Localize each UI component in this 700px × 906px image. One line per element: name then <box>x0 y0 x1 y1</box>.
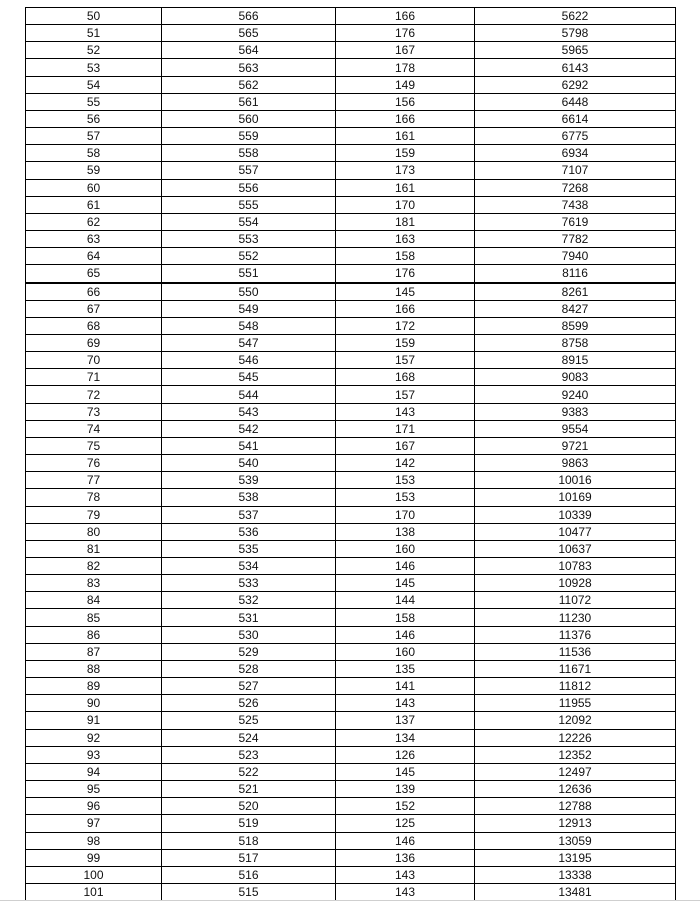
table-row <box>26 110 676 127</box>
score-cell: 549 <box>162 300 336 317</box>
cumulative-cell: 8427 <box>475 300 676 317</box>
cumulative-cell: 12913 <box>475 815 676 832</box>
rank-cell: 52 <box>26 42 162 59</box>
rank-cell: 55 <box>26 93 162 110</box>
cumulative-cell: 10169 <box>475 489 676 506</box>
table-row <box>26 472 676 489</box>
table-row <box>26 798 676 815</box>
rank-cell: 58 <box>26 145 162 162</box>
rank-cell: 96 <box>26 798 162 815</box>
table-row <box>26 386 676 403</box>
count-cell: 178 <box>336 59 475 76</box>
cumulative-cell: 11536 <box>475 643 676 660</box>
score-cell: 557 <box>162 162 336 179</box>
cumulative-cell: 6934 <box>475 145 676 162</box>
table-row <box>26 300 676 317</box>
cumulative-cell: 7438 <box>475 196 676 213</box>
cumulative-cell: 6143 <box>475 59 676 76</box>
count-cell: 143 <box>336 403 475 420</box>
rank-cell: 82 <box>26 558 162 575</box>
table-row <box>26 334 676 351</box>
table-row <box>26 213 676 230</box>
score-cell: 538 <box>162 489 336 506</box>
rank-cell: 95 <box>26 781 162 798</box>
table-row <box>26 317 676 334</box>
cumulative-cell: 7619 <box>475 213 676 230</box>
rank-cell: 86 <box>26 626 162 643</box>
count-cell: 161 <box>336 179 475 196</box>
table-row <box>26 592 676 609</box>
table-row <box>26 781 676 798</box>
table-row <box>26 76 676 93</box>
score-cell: 560 <box>162 110 336 127</box>
rank-cell: 80 <box>26 523 162 540</box>
count-cell: 176 <box>336 265 475 283</box>
count-cell: 170 <box>336 196 475 213</box>
rank-cell: 64 <box>26 248 162 265</box>
table-row <box>26 815 676 832</box>
score-cell: 544 <box>162 386 336 403</box>
count-cell: 141 <box>336 678 475 695</box>
score-cell: 565 <box>162 25 336 42</box>
cumulative-cell: 12226 <box>475 729 676 746</box>
cumulative-cell: 8599 <box>475 317 676 334</box>
score-cell: 552 <box>162 248 336 265</box>
score-cell: 545 <box>162 369 336 386</box>
count-cell: 158 <box>336 609 475 626</box>
cumulative-cell: 7268 <box>475 179 676 196</box>
count-cell: 149 <box>336 76 475 93</box>
table-row <box>26 179 676 196</box>
count-cell: 145 <box>336 575 475 592</box>
table-row <box>26 626 676 643</box>
table-row <box>26 695 676 712</box>
count-cell: 145 <box>336 283 475 301</box>
count-cell: 126 <box>336 746 475 763</box>
score-cell: 543 <box>162 403 336 420</box>
count-cell: 181 <box>336 213 475 230</box>
table-row <box>26 231 676 248</box>
table-row <box>26 352 676 369</box>
score-cell: 556 <box>162 179 336 196</box>
table-row <box>26 283 676 301</box>
table-row <box>26 93 676 110</box>
cumulative-cell: 10637 <box>475 540 676 557</box>
rank-cell: 91 <box>26 712 162 729</box>
table-row <box>26 558 676 575</box>
score-cell: 542 <box>162 420 336 437</box>
score-cell: 526 <box>162 695 336 712</box>
rank-cell: 74 <box>26 420 162 437</box>
table-row <box>26 145 676 162</box>
cumulative-cell: 13195 <box>475 849 676 866</box>
count-cell: 159 <box>336 145 475 162</box>
table-row <box>26 540 676 557</box>
rank-cell: 71 <box>26 369 162 386</box>
cumulative-cell: 13481 <box>475 883 676 900</box>
score-cell: 532 <box>162 592 336 609</box>
count-cell: 145 <box>336 763 475 780</box>
table-row <box>26 712 676 729</box>
count-cell: 160 <box>336 540 475 557</box>
rank-cell: 77 <box>26 472 162 489</box>
rank-cell: 66 <box>26 283 162 301</box>
table-row <box>26 437 676 454</box>
rank-cell: 98 <box>26 832 162 849</box>
rank-cell: 54 <box>26 76 162 93</box>
cumulative-cell: 9240 <box>475 386 676 403</box>
cumulative-cell: 7782 <box>475 231 676 248</box>
rank-cell: 99 <box>26 849 162 866</box>
score-cell: 522 <box>162 763 336 780</box>
cumulative-cell: 7940 <box>475 248 676 265</box>
cumulative-cell: 6775 <box>475 128 676 145</box>
score-cell: 518 <box>162 832 336 849</box>
cumulative-cell: 11671 <box>475 660 676 677</box>
cumulative-cell: 13338 <box>475 866 676 883</box>
score-cell: 528 <box>162 660 336 677</box>
score-cell: 527 <box>162 678 336 695</box>
count-cell: 173 <box>336 162 475 179</box>
count-cell: 143 <box>336 866 475 883</box>
count-cell: 125 <box>336 815 475 832</box>
cumulative-cell: 9383 <box>475 403 676 420</box>
rank-cell: 100 <box>26 866 162 883</box>
table-row <box>26 643 676 660</box>
rank-cell: 69 <box>26 334 162 351</box>
count-cell: 153 <box>336 489 475 506</box>
table-row <box>26 849 676 866</box>
rank-cell: 50 <box>26 8 162 25</box>
score-cell: 535 <box>162 540 336 557</box>
cumulative-cell: 9554 <box>475 420 676 437</box>
rank-cell: 83 <box>26 575 162 592</box>
table-row <box>26 403 676 420</box>
table-row <box>26 506 676 523</box>
rank-cell: 72 <box>26 386 162 403</box>
table-row <box>26 883 676 900</box>
cumulative-cell: 8915 <box>475 352 676 369</box>
table-row <box>26 369 676 386</box>
score-cell: 548 <box>162 317 336 334</box>
cumulative-cell: 9083 <box>475 369 676 386</box>
count-cell: 167 <box>336 42 475 59</box>
score-cell: 525 <box>162 712 336 729</box>
table-row <box>26 866 676 883</box>
rank-cell: 51 <box>26 25 162 42</box>
count-cell: 156 <box>336 93 475 110</box>
rank-cell: 79 <box>26 506 162 523</box>
table-row <box>26 489 676 506</box>
table-row <box>26 59 676 76</box>
cumulative-cell: 10339 <box>475 506 676 523</box>
count-cell: 161 <box>336 128 475 145</box>
count-cell: 139 <box>336 781 475 798</box>
cumulative-cell: 6448 <box>475 93 676 110</box>
rank-cell: 62 <box>26 213 162 230</box>
score-cell: 561 <box>162 93 336 110</box>
count-cell: 166 <box>336 300 475 317</box>
score-cell: 553 <box>162 231 336 248</box>
rank-cell: 65 <box>26 265 162 283</box>
cumulative-cell: 10928 <box>475 575 676 592</box>
cumulative-cell: 11072 <box>475 592 676 609</box>
count-cell: 146 <box>336 832 475 849</box>
count-cell: 157 <box>336 352 475 369</box>
score-cell: 521 <box>162 781 336 798</box>
table-row <box>26 832 676 849</box>
score-cell: 554 <box>162 213 336 230</box>
score-cell: 531 <box>162 609 336 626</box>
cumulative-cell: 11376 <box>475 626 676 643</box>
count-cell: 152 <box>336 798 475 815</box>
rank-cell: 87 <box>26 643 162 660</box>
count-cell: 163 <box>336 231 475 248</box>
rank-cell: 63 <box>26 231 162 248</box>
score-cell: 523 <box>162 746 336 763</box>
rank-cell: 53 <box>26 59 162 76</box>
score-cell: 539 <box>162 472 336 489</box>
table-row <box>26 763 676 780</box>
score-cell: 559 <box>162 128 336 145</box>
score-cell: 540 <box>162 455 336 472</box>
table-row <box>26 746 676 763</box>
score-cell: 536 <box>162 523 336 540</box>
score-cell: 546 <box>162 352 336 369</box>
score-cell: 566 <box>162 8 336 25</box>
count-cell: 170 <box>336 506 475 523</box>
table-row <box>26 678 676 695</box>
table-row <box>26 575 676 592</box>
count-cell: 136 <box>336 849 475 866</box>
rank-cell: 56 <box>26 110 162 127</box>
rank-cell: 97 <box>26 815 162 832</box>
score-cell: 533 <box>162 575 336 592</box>
count-cell: 166 <box>336 8 475 25</box>
rank-cell: 59 <box>26 162 162 179</box>
score-cell: 558 <box>162 145 336 162</box>
rank-cell: 92 <box>26 729 162 746</box>
score-cell: 563 <box>162 59 336 76</box>
cumulative-cell: 8758 <box>475 334 676 351</box>
count-cell: 166 <box>336 110 475 127</box>
rank-cell: 90 <box>26 695 162 712</box>
document-page <box>25 7 675 901</box>
count-cell: 171 <box>336 420 475 437</box>
count-cell: 160 <box>336 643 475 660</box>
rank-cell: 84 <box>26 592 162 609</box>
score-cell: 550 <box>162 283 336 301</box>
cumulative-cell: 5965 <box>475 42 676 59</box>
score-cell: 517 <box>162 849 336 866</box>
count-cell: 146 <box>336 626 475 643</box>
count-cell: 159 <box>336 334 475 351</box>
count-cell: 137 <box>336 712 475 729</box>
table-body <box>26 8 676 901</box>
rank-cell: 73 <box>26 403 162 420</box>
rank-cell: 76 <box>26 455 162 472</box>
cumulative-cell: 6292 <box>475 76 676 93</box>
count-cell: 134 <box>336 729 475 746</box>
cumulative-cell: 6614 <box>475 110 676 127</box>
score-cell: 551 <box>162 265 336 283</box>
rank-cell: 85 <box>26 609 162 626</box>
table-row <box>26 729 676 746</box>
score-cell: 530 <box>162 626 336 643</box>
table-row <box>26 42 676 59</box>
table-row <box>26 420 676 437</box>
count-cell: 158 <box>336 248 475 265</box>
rank-cell: 101 <box>26 883 162 900</box>
cumulative-cell: 10783 <box>475 558 676 575</box>
rank-cell: 93 <box>26 746 162 763</box>
rank-cell: 60 <box>26 179 162 196</box>
score-cell: 516 <box>162 866 336 883</box>
table-row <box>26 25 676 42</box>
rank-cell: 61 <box>26 196 162 213</box>
rank-cell: 94 <box>26 763 162 780</box>
cumulative-cell: 12788 <box>475 798 676 815</box>
table-row <box>26 455 676 472</box>
cumulative-cell: 12636 <box>475 781 676 798</box>
rank-cell: 88 <box>26 660 162 677</box>
cumulative-cell: 13059 <box>475 832 676 849</box>
table-row <box>26 660 676 677</box>
cumulative-cell: 8116 <box>475 265 676 283</box>
score-cell: 529 <box>162 643 336 660</box>
cumulative-cell: 7107 <box>475 162 676 179</box>
rank-cell: 57 <box>26 128 162 145</box>
count-cell: 144 <box>336 592 475 609</box>
count-cell: 146 <box>336 558 475 575</box>
cumulative-cell: 9863 <box>475 455 676 472</box>
cumulative-cell: 5622 <box>475 8 676 25</box>
cumulative-cell: 12352 <box>475 746 676 763</box>
cumulative-cell: 11230 <box>475 609 676 626</box>
score-cell: 520 <box>162 798 336 815</box>
score-cell: 555 <box>162 196 336 213</box>
table-row <box>26 609 676 626</box>
cumulative-cell: 5798 <box>475 25 676 42</box>
cumulative-cell: 11955 <box>475 695 676 712</box>
count-cell: 138 <box>336 523 475 540</box>
count-cell: 157 <box>336 386 475 403</box>
cumulative-cell: 10016 <box>475 472 676 489</box>
table-row <box>26 128 676 145</box>
table-row <box>26 196 676 213</box>
score-cell: 547 <box>162 334 336 351</box>
score-cell: 562 <box>162 76 336 93</box>
count-cell: 143 <box>336 695 475 712</box>
rank-cell: 78 <box>26 489 162 506</box>
score-cell: 515 <box>162 883 336 900</box>
rank-cell: 81 <box>26 540 162 557</box>
score-cell: 519 <box>162 815 336 832</box>
count-cell: 153 <box>336 472 475 489</box>
score-cell: 534 <box>162 558 336 575</box>
table-row <box>26 248 676 265</box>
count-cell: 167 <box>336 437 475 454</box>
rank-cell: 89 <box>26 678 162 695</box>
count-cell: 143 <box>336 883 475 900</box>
score-cell: 524 <box>162 729 336 746</box>
cumulative-cell: 12092 <box>475 712 676 729</box>
count-cell: 172 <box>336 317 475 334</box>
table-row <box>26 8 676 25</box>
cumulative-cell: 8261 <box>475 283 676 301</box>
table-row <box>26 523 676 540</box>
rank-cell: 75 <box>26 437 162 454</box>
score-cell: 537 <box>162 506 336 523</box>
cumulative-cell: 11812 <box>475 678 676 695</box>
table-row <box>26 265 676 283</box>
cumulative-cell: 10477 <box>475 523 676 540</box>
rank-cell: 70 <box>26 352 162 369</box>
table-row <box>26 162 676 179</box>
count-cell: 176 <box>336 25 475 42</box>
count-cell: 142 <box>336 455 475 472</box>
score-cell: 541 <box>162 437 336 454</box>
rank-cell: 68 <box>26 317 162 334</box>
count-cell: 135 <box>336 660 475 677</box>
data-table <box>25 7 676 901</box>
page-bottom-rule <box>0 900 700 901</box>
count-cell: 168 <box>336 369 475 386</box>
cumulative-cell: 12497 <box>475 763 676 780</box>
score-cell: 564 <box>162 42 336 59</box>
rank-cell: 67 <box>26 300 162 317</box>
cumulative-cell: 9721 <box>475 437 676 454</box>
